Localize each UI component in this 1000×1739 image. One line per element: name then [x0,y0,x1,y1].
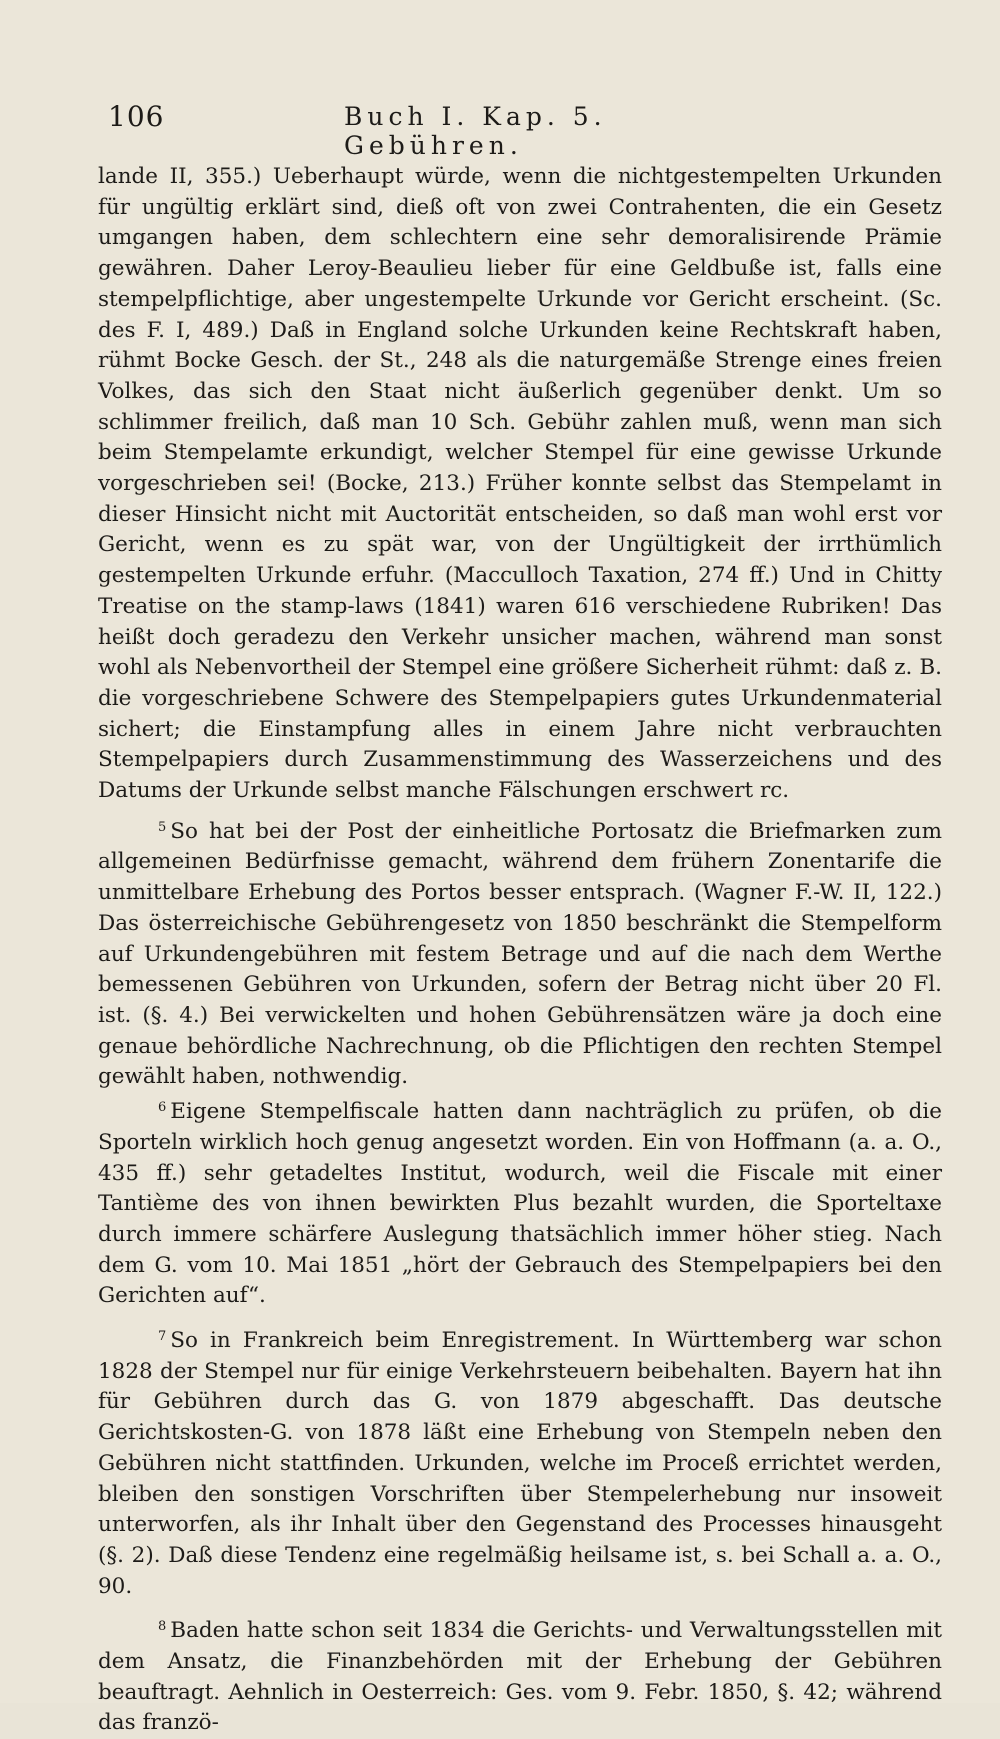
paragraph-text: lande II, 355.) Ueberhaupt würde, wenn die nichtgestempelten Urkunden für ungültig erklärt sind, dieß oft von zwei Contrahenten, die ein Gesetz umgangen haben, dem schlechtern eine sehr demoralisirende Prämie gewähren. Daher Leroy-Beaulieu lieber für eine Geldbuße ist, falls eine stempelpflichtige, aber ungestempelte Urkunde vor Gericht erscheint. (Sc. des F. I, 489.) Daß in England solche Urkunden keine Rechtskraft haben, rühmt Bocke Gesch. der St., 248 als die naturgemäße Strenge eines freien Volkes, das sich den Staat nicht äußerlich gegenüber denkt. Um so schlimmer freilich, daß man 10 Sch. Gebühr zahlen muß, wenn man sich beim Stempelamte erkundigt, welcher Stempel für eine gewisse Urkunde vorgeschrieben sei! (Bocke, 213.) Früher konnte selbst das Stempelamt in dieser Hinsicht nicht mit Auctorität entscheiden, so daß man wohl erst vor Gericht, wenn es zu spät war, von der Ungültigkeit der irrthümlich gestempelten Urkunde erfuhr. (Macculloch Taxation, 274 ff.) Und in Chitty Treatise on the stamp-laws (1841) waren 616 verschiedene Rubriken! Das heißt doch geradezu den Verkehr unsicher machen, während man sonst wohl als Nebenvortheil der Stempel eine größere Sicherheit rühmt: daß z. B. die vorgeschriebene Schwere des Stempelpapiers gutes Urkundenmaterial sichert; die Einstampfung alles in einem Jahre nicht verbrauchten Stempelpapiers durch Zusammenstimmung des Wasserzeichens und des Datums der Urkunde selbst manche Fälschungen erschwert rc. [98,164,942,804]
footnote-marker: 7 [158,1329,167,1345]
running-title: Buch I. Kap. 5. Gebühren. [344,102,607,160]
page-number: 106 [108,100,165,133]
footnote-7 [98,1326,942,1602]
footnote-text: Eigene Stempelfiscale hatten dann nachträglich zu prüfen, ob die Sporteln wirklich hoch genug angesetzt worden. Ein von Hoffmann (a. a. O., 435 ff.) sehr getadeltes Institut, wodurch, weil die Fiscale mit einer Tantième des von ihnen bewirkten Plus bezahlt wurden, die Sporteltaxe durch immere schärfere Auslegung thatsächlich immer höher stieg. Nach dem G. vom 10. Mai 1851 „hört der Gebrauch des Stempelpapiers bei den Gerichten auf“. [98,1099,942,1309]
page-body [98,162,942,1739]
footnote-text: So in Frankreich beim Enregistrement. In Württemberg war schon 1828 der Stempel nur für einige Verkehrsteuern beibehalten. Bayern hat ihn für Gebühren durch das G. von 1879 abgeschafft. Das deutsche Gerichtskosten-G. von 1878 läßt eine Erhebung von Stempeln neben den Gebühren nicht stattfinden. Urkunden, welche im Proceß errichtet werden, bleiben den sonstigen Vorschriften über Stempelerhebung nur insoweit unterworfen, als ihr Inhalt über den Gegenstand des Processes hinausgeht (§. 2). Daß diese Tendenz eine regelmäßig heilsame ist, s. bei Schall a. a. O., 90. [98,1328,942,1599]
footnote-marker: 8 [158,1619,167,1635]
footnote-marker: 5 [158,819,167,835]
footnote-text: Baden hatte schon seit 1834 die Gerichts- und Verwaltungsstellen mit dem Ansatz, die Finanzbehörden mit der Erhebung der Gebühren beauftragt. Aehnlich in Oesterreich: Ges. vom 9. Febr. 1850, §. 42; während das franzö- [98,1618,942,1736]
footnote-6 [98,1097,942,1312]
footnote-marker: 6 [158,1100,167,1116]
footnote-text: So hat bei der Post der einheitliche Portosatz die Briefmarken zum allgemeinen Bedürfnisse gemacht, während dem frühern Zonentarife die unmittelbare Erhebung des Portos besser entsprach. (Wagner F.-W. II, 122.) Das österreichische Gebührengesetz von 1850 beschränkt die Stempelform auf Urkundengebühren mit festem Betrage und auf die nach dem Werthe bemessenen Gebühren von Urkunden, sofern der Betrag nicht über 20 Fl. ist. (§. 4.) Bei verwickelten und hohen Gebührensätzen wäre ja doch eine genaue behördliche Nachrechnung, ob die Pflichtigen den rechten Stempel gewählt haben, nothwendig. [98,818,942,1090]
footnote-8 [98,1616,942,1739]
continued-paragraph [98,162,942,807]
page-header [108,100,708,160]
footnote-5 [98,817,942,1093]
